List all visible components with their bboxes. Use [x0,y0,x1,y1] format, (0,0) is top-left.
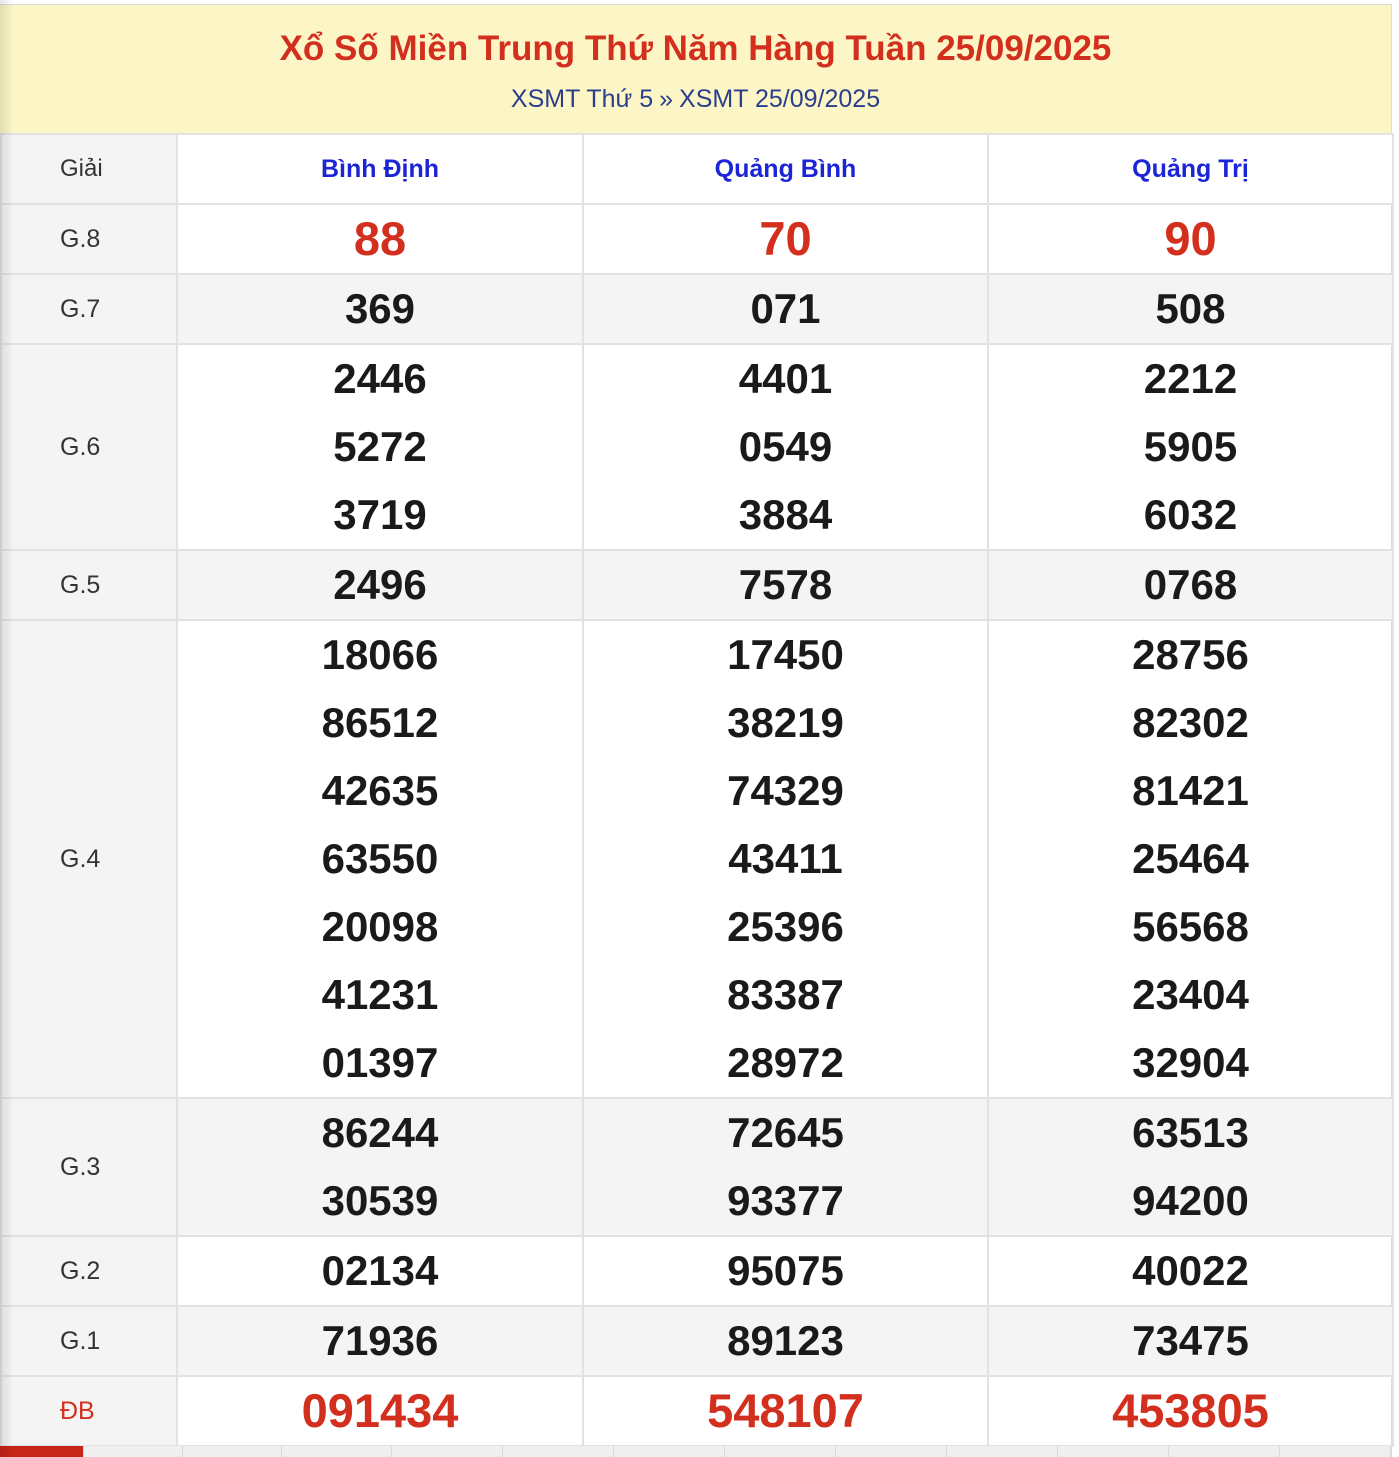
tab-strip-segment[interactable] [282,1446,392,1457]
prize-row [1,1098,1393,1236]
winning-number: 25464 [1132,835,1249,882]
tab-strip-segment[interactable] [1280,1446,1391,1457]
result-cell [177,1236,583,1306]
winning-number: 5272 [333,423,427,470]
result-cell [583,204,988,274]
result-cell [177,204,583,274]
prize-row [1,1376,1393,1446]
prize-row [1,344,1393,550]
winning-number: 43411 [728,835,843,882]
breadcrumb-link-date[interactable]: XSMT 25/09/2025 [679,85,881,113]
winning-number: 93377 [727,1177,844,1224]
prize-label: G.5 [1,550,177,620]
winning-number: 41231 [321,971,439,1018]
result-cell [583,620,988,1098]
prize-row [1,620,1393,1098]
result-cell [177,344,583,550]
winning-number: 81421 [1132,767,1249,814]
prize-row [1,1306,1393,1376]
prize-row [1,1236,1393,1306]
winning-number: 95075 [727,1247,844,1294]
result-cell [177,620,583,1098]
tab-strip-segment[interactable] [84,1446,183,1457]
result-cell [177,1098,583,1236]
winning-number: 86244 [321,1109,439,1156]
result-cell [988,1306,1393,1376]
page-title: Xổ Số Miền Trung Thứ Năm Hàng Tuần 25/09/2025 [279,29,1112,68]
tab-strip-segment[interactable] [614,1446,725,1457]
prize-label: G.6 [1,344,177,550]
winning-number: 71936 [321,1317,439,1364]
result-cell [583,1098,988,1236]
winning-number: 25396 [727,903,844,950]
winning-number: 17450 [727,631,844,678]
prize-label: G.4 [1,620,177,1098]
winning-number: 091434 [301,1384,459,1437]
winning-number: 30539 [321,1177,439,1224]
tab-strip-segment[interactable] [1058,1446,1169,1457]
winning-number: 071 [750,285,821,332]
results-header [0,5,1391,133]
results-body [1,204,1393,1446]
tab-strip-segment[interactable] [392,1446,503,1457]
tab-strip-segment[interactable] [1169,1446,1280,1457]
tab-strip-active-segment[interactable] [0,1446,84,1457]
winning-number: 40022 [1132,1247,1249,1294]
result-cell [583,550,988,620]
result-cell [583,1236,988,1306]
result-cell [177,274,583,344]
winning-number: 20098 [321,903,439,950]
winning-number: 6032 [1143,491,1238,538]
bottom-tab-strip [0,1446,1391,1457]
winning-number: 369 [344,285,416,332]
winning-number: 94200 [1132,1177,1249,1224]
result-cell [583,1376,988,1446]
winning-number: 7578 [738,561,833,608]
prize-label: G.1 [1,1306,177,1376]
winning-number: 63513 [1132,1109,1249,1156]
winning-number: 508 [1155,285,1226,332]
prize-label: G.2 [1,1236,177,1306]
winning-number: 70 [759,212,812,265]
winning-number: 73475 [1132,1317,1249,1364]
winning-number: 3884 [738,491,833,538]
table-header-row [1,134,1393,204]
breadcrumb-separator: » [659,85,674,113]
winning-number: 18066 [321,631,439,678]
winning-number: 38219 [727,699,844,746]
breadcrumb-link-weekday[interactable]: XSMT Thứ 5 [510,85,654,113]
result-cell [583,1306,988,1376]
prize-row [1,204,1393,274]
tab-strip-segment[interactable] [503,1446,614,1457]
province-header[interactable]: Bình Định [177,134,583,204]
winning-number: 0768 [1143,561,1238,608]
prize-column-header: Giải [1,134,177,204]
winning-number: 74329 [727,767,844,814]
winning-number: 4401 [738,355,833,402]
winning-number: 23404 [1132,971,1249,1018]
winning-number: 90 [1164,212,1217,265]
winning-number: 2446 [333,355,427,402]
result-cell [988,274,1393,344]
winning-number: 86512 [321,699,439,746]
winning-number: 83387 [727,971,844,1018]
winning-number: 5905 [1143,423,1238,470]
winning-number: 56568 [1132,903,1249,950]
winning-number: 28972 [727,1039,844,1086]
prize-label: G.7 [1,274,177,344]
winning-number: 2496 [333,561,427,608]
province-header[interactable]: Quảng Trị [988,134,1393,204]
winning-number: 01397 [321,1039,439,1086]
result-cell [583,274,988,344]
tab-strip-segment[interactable] [836,1446,947,1457]
winning-number: 82302 [1132,699,1249,746]
prize-label: ĐB [1,1376,177,1446]
prize-label: G.8 [1,204,177,274]
winning-number: 548107 [707,1384,864,1437]
winning-number: 89123 [727,1317,844,1364]
province-header[interactable]: Quảng Bình [583,134,988,204]
winning-number: 02134 [321,1247,439,1294]
result-cell [988,1098,1393,1236]
breadcrumb [0,85,1391,114]
prize-row [1,550,1393,620]
tab-strip-segment[interactable] [183,1446,282,1457]
result-cell [988,344,1393,550]
result-cell [177,550,583,620]
result-cell [988,620,1393,1098]
winning-number: 88 [353,212,407,265]
result-cell [988,1236,1393,1306]
winning-number: 32904 [1132,1039,1249,1086]
winning-number: 2212 [1143,355,1238,402]
winning-number: 3719 [333,491,427,538]
result-cell [177,1376,583,1446]
prize-row [1,274,1393,344]
winning-number: 72645 [727,1109,844,1156]
result-cell [583,344,988,550]
winning-number: 63550 [321,835,439,882]
winning-number: 0549 [738,423,833,470]
result-cell [177,1306,583,1376]
winning-number: 42635 [321,767,439,814]
tab-strip-segment[interactable] [947,1446,1058,1457]
tab-strip-segment[interactable] [725,1446,836,1457]
result-cell [988,1376,1393,1446]
winning-number: 453805 [1112,1384,1269,1437]
result-cell [988,204,1393,274]
result-cell [988,550,1393,620]
results-table [0,133,1394,1447]
winning-number: 28756 [1132,631,1249,678]
prize-label: G.3 [1,1098,177,1236]
